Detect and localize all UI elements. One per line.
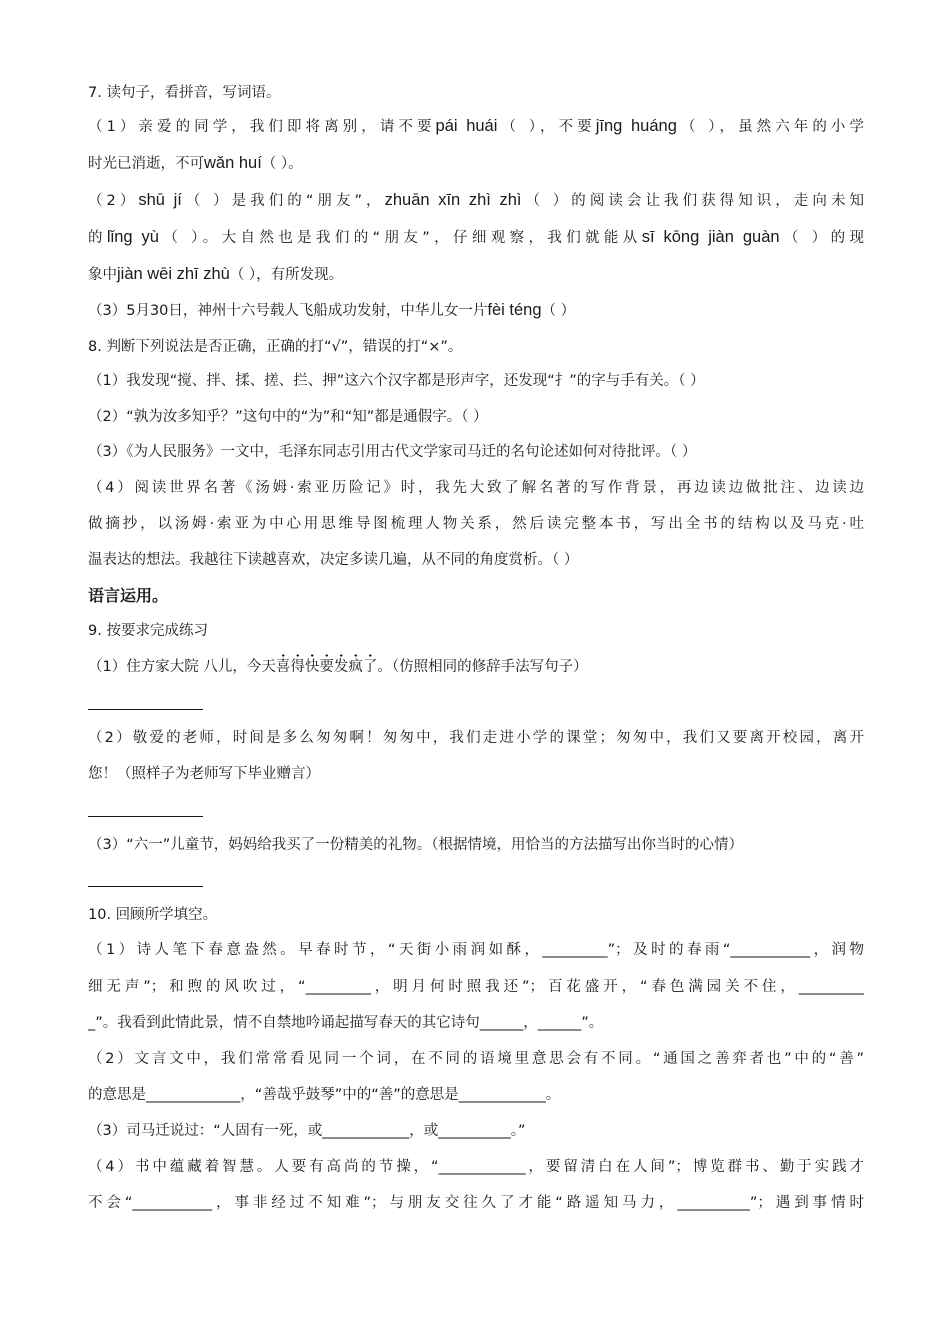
pinyin-si-kong-jian-guan: sī kōng jiàn guàn <box>641 228 780 246</box>
pinyin-ling-yu: lǐng yù <box>106 228 159 246</box>
q8-item-1: （1）我发现“搅、拌、揉、搓、拦、押”这六个汉字都是形声字，还发现“扌”的字与手有关。（ ） <box>88 373 705 389</box>
q7-title: 7. 读句子，看拼音，写词语。 <box>88 85 281 101</box>
q10-item-4-line-1: （4）书中蕴藏着智慧。人要有高尚的节操，“____________，要留清白在人间”；博览群书、勤于实践才 <box>88 1159 864 1175</box>
q10-item-4-line-2: 不会“___________，事非经过不知难”；与朋友交往久了才能“路遥知马力，__________”；遇到事情时 <box>88 1195 864 1211</box>
answer-line[interactable] <box>88 886 203 887</box>
q10-item-3: （3）司马迁说过：“人固有一死，或____________，或__________。” <box>88 1123 526 1139</box>
answer-line[interactable] <box>88 709 203 710</box>
q9-title: 9. 按要求完成练习 <box>88 623 208 639</box>
q7-item-2-line-2: 的lǐng yù（ ）。大自然也是我们的“朋友”，仔细观察，我们就能从sī kōng jiàn guàn（ ）的现 <box>88 228 865 246</box>
q10-item-2-line-2: 的意思是_____________，“善哉乎鼓琴”中的“善”的意思是____________。 <box>88 1087 561 1103</box>
q7-item-3: （3）5月30日，神州十六号载人飞船成功发射，中华儿女一片fèi téng（ ） <box>88 301 576 319</box>
pinyin-fei-teng: fèi téng <box>487 301 542 319</box>
pinyin-wan-hui: wǎn huí <box>204 154 262 172</box>
q8-item-3: （3）《为人民服务》一文中，毛泽东同志引用古代文学家司马迁的名句论述如何对待批评。（ ） <box>88 444 697 460</box>
q7-item-2-line-3: 象中jiàn wēi zhī zhù（ ），有所发现。 <box>88 265 344 283</box>
pinyin-jing-huang: jīng huáng <box>595 117 677 135</box>
q10-item-2-line-1: （2）文言文中，我们常常看见同一个词，在不同的语境里意思会有不同。“通国之善弈者也”中的“善” <box>88 1051 864 1067</box>
pinyin-zhuan-xin-zhi-zhi: zhuān xīn zhì zhì <box>384 191 522 209</box>
answer-line[interactable] <box>88 816 203 817</box>
emphasis-dotted-text: 喜得快要发疯了 <box>275 659 378 675</box>
pinyin-pai-huai: pái huái <box>435 117 498 135</box>
q7-item-1-line-2: 时光已消逝，不可wǎn huí（ ）。 <box>88 154 303 172</box>
q8-item-4-line-1: （4）阅读世界名著《汤姆·索亚历险记》时，我先大致了解名著的写作背景，再边读边做批注、边读边 <box>88 480 864 496</box>
q10-title: 10. 回顾所学填空。 <box>88 907 218 923</box>
q10-item-1-line-2: 细无声”；和煦的风吹过，“_________，明月何时照我还”；百花盛开，“春色满园关不住，_________ <box>88 979 864 995</box>
q10-item-1-line-1: （1）诗人笔下春意盎然。早春时节，“天街小雨润如酥，_________”；及时的春雨“___________，润物 <box>88 942 864 958</box>
q10-item-1-line-3: _”。我看到此情此景，情不自禁地吟诵起描写春天的其它诗句______，______”。 <box>88 1015 604 1031</box>
pinyin-shu-ji: shū jí <box>138 191 182 209</box>
pinyin-jian-wei-zhi-zhu: jiàn wēi zhī zhù <box>117 265 230 283</box>
q9-item-2-line-2: 您！（照样子为老师写下毕业赠言） <box>88 766 320 782</box>
q7-item-2-line-1: （2）shū jí（ ）是我们的“朋友”，zhuān xīn zhì zhì（ ）的阅读会让我们获得知识，走向未知 <box>88 191 864 209</box>
q9-item-1: （1）住方家大院 八儿，今天喜得快要发疯了。（仿照相同的修辞手法写句子） <box>88 659 588 675</box>
q8-item-2: （2）“孰为汝多知乎？”这句中的“为”和“知”都是通假字。（ ） <box>88 409 488 425</box>
q8-item-4-line-2: 做摘抄，以汤姆·索亚为中心用思维导图梳理人物关系，然后读完整本书，写出全书的结构以及马克·吐 <box>88 516 864 532</box>
q7-item-1-line-1: （1）亲爱的同学，我们即将离别，请不要pái huái（ ），不要jīng huáng（ ），虽然六年的小学 <box>88 117 864 135</box>
q8-item-4-line-3: 温表达的想法。我越往下读越喜欢，决定多读几遍，从不同的角度赏析。（ ） <box>88 552 579 568</box>
q9-item-2-line-1: （2）敬爱的老师，时间是多么匆匆啊！匆匆中，我们走进小学的课堂；匆匆中，我们又要离开校园，离开 <box>88 730 864 746</box>
q9-item-3: （3）“六一”儿童节，妈妈给我买了一份精美的礼物。（根据情境，用恰当的方法描写出你当时的心情） <box>88 837 743 853</box>
section-heading: 语言运用。 <box>88 586 169 605</box>
q8-title: 8. 判断下列说法是否正确，正确的打“√”，错误的打“×”。 <box>88 339 463 355</box>
